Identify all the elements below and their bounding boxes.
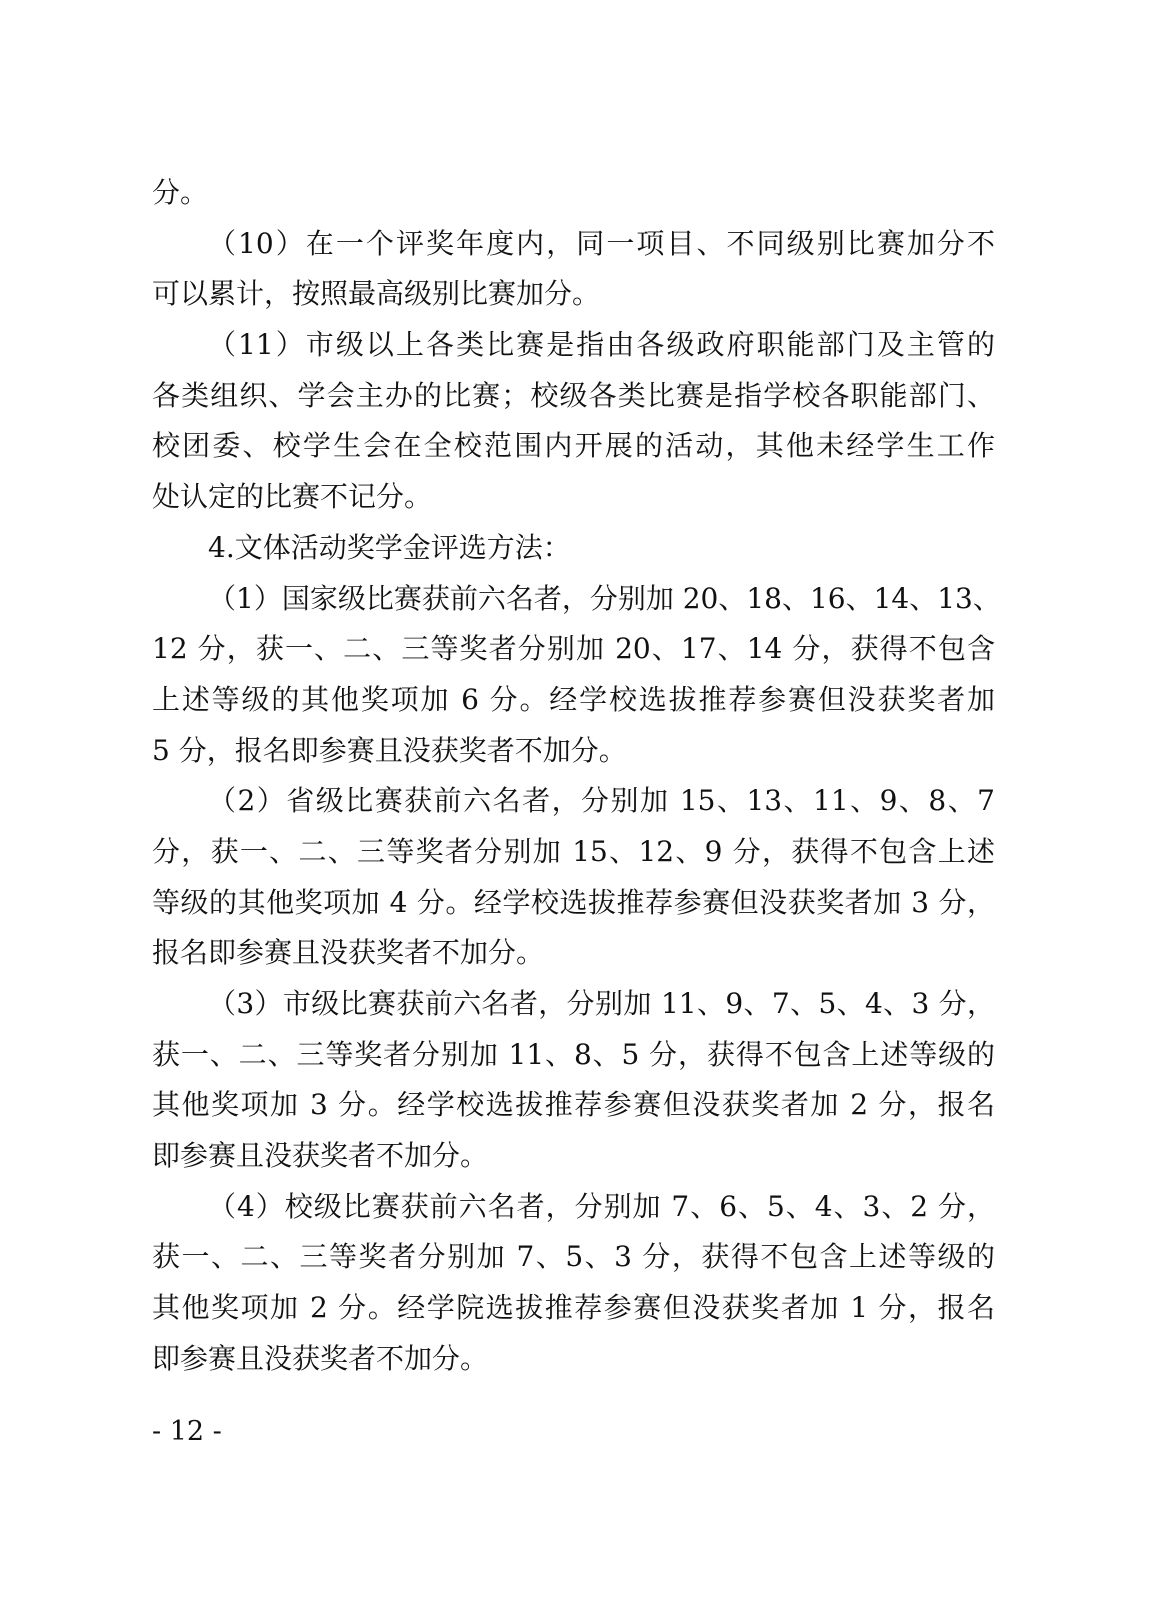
item-4-2: [152, 776, 995, 979]
section-heading-4: [152, 523, 995, 574]
text-line: 4.文体活动奖学金评选方法：: [208, 530, 571, 564]
text-line: 各类组织、学会主办的比赛；校级各类比赛是指学校各职能部门、: [152, 378, 995, 412]
item-4-4: [152, 1182, 995, 1385]
text-line: 等级的其他奖项加 4 分。经学校选拔推荐参赛但没获奖者加 3 分，: [152, 885, 995, 919]
text-line: 报名即参赛且没获奖者不加分。: [152, 936, 545, 970]
text-line: 即参赛且没获奖者不加分。: [152, 1139, 489, 1173]
text-line: （4）校级比赛获前六名者，分别加 7、6、5、4、3、2 分，: [208, 1189, 995, 1223]
paragraph-continuation: [152, 168, 995, 219]
text-line: 获一、二、三等奖者分别加 11、8、5 分，获得不包含上述等级的: [152, 1037, 995, 1071]
text-line: 12 分，获一、二、三等奖者分别加 20、17、14 分，获得不包含: [152, 632, 995, 666]
page-number: - 12 -: [152, 1416, 222, 1447]
text-line: 可以累计，按照最高级别比赛加分。: [152, 277, 601, 311]
text-line: （3）市级比赛获前六名者，分别加 11、9、7、5、4、3 分，: [208, 987, 995, 1020]
document-body: [152, 168, 1001, 1385]
text-line: 5 分，报名即参赛且没获奖者不加分。: [152, 733, 627, 767]
text-line: 获一、二、三等奖者分别加 7、5、3 分，获得不包含上述等级的: [152, 1240, 995, 1274]
text-line: 处认定的比赛不记分。: [152, 480, 433, 514]
text-line: （10）在一个评奖年度内，同一项目、不同级别比赛加分不: [208, 226, 995, 260]
item-4-3: [152, 979, 995, 1182]
item-4-1: [152, 574, 1001, 777]
text-line: 即参赛且没获奖者不加分。: [152, 1341, 489, 1375]
text-line: 校团委、校学生会在全校范围内开展的活动，其他未经学生工作: [152, 429, 995, 463]
text-line: 其他奖项加 2 分。经学院选拔推荐参赛但没获奖者加 1 分，报名: [152, 1291, 995, 1325]
text-line: 分。: [152, 176, 209, 209]
item-11: [152, 320, 995, 523]
item-10: [152, 219, 995, 320]
text-line: （1）国家级比赛获前六名者，分别加 20、18、16、14、13、: [208, 581, 1001, 615]
text-line: （2）省级比赛获前六名者，分别加 15、13、11、9、8、7: [208, 784, 995, 818]
text-line: 其他奖项加 3 分。经学校选拔推荐参赛但没获奖者加 2 分，报名: [152, 1088, 995, 1122]
text-line: （11）市级以上各类比赛是指由各级政府职能部门及主管的: [208, 328, 995, 362]
text-line: 上述等级的其他奖项加 6 分。经学校选拔推荐参赛但没获奖者加: [152, 682, 995, 716]
text-line: 分，获一、二、三等奖者分别加 15、12、9 分，获得不包含上述: [152, 834, 995, 868]
